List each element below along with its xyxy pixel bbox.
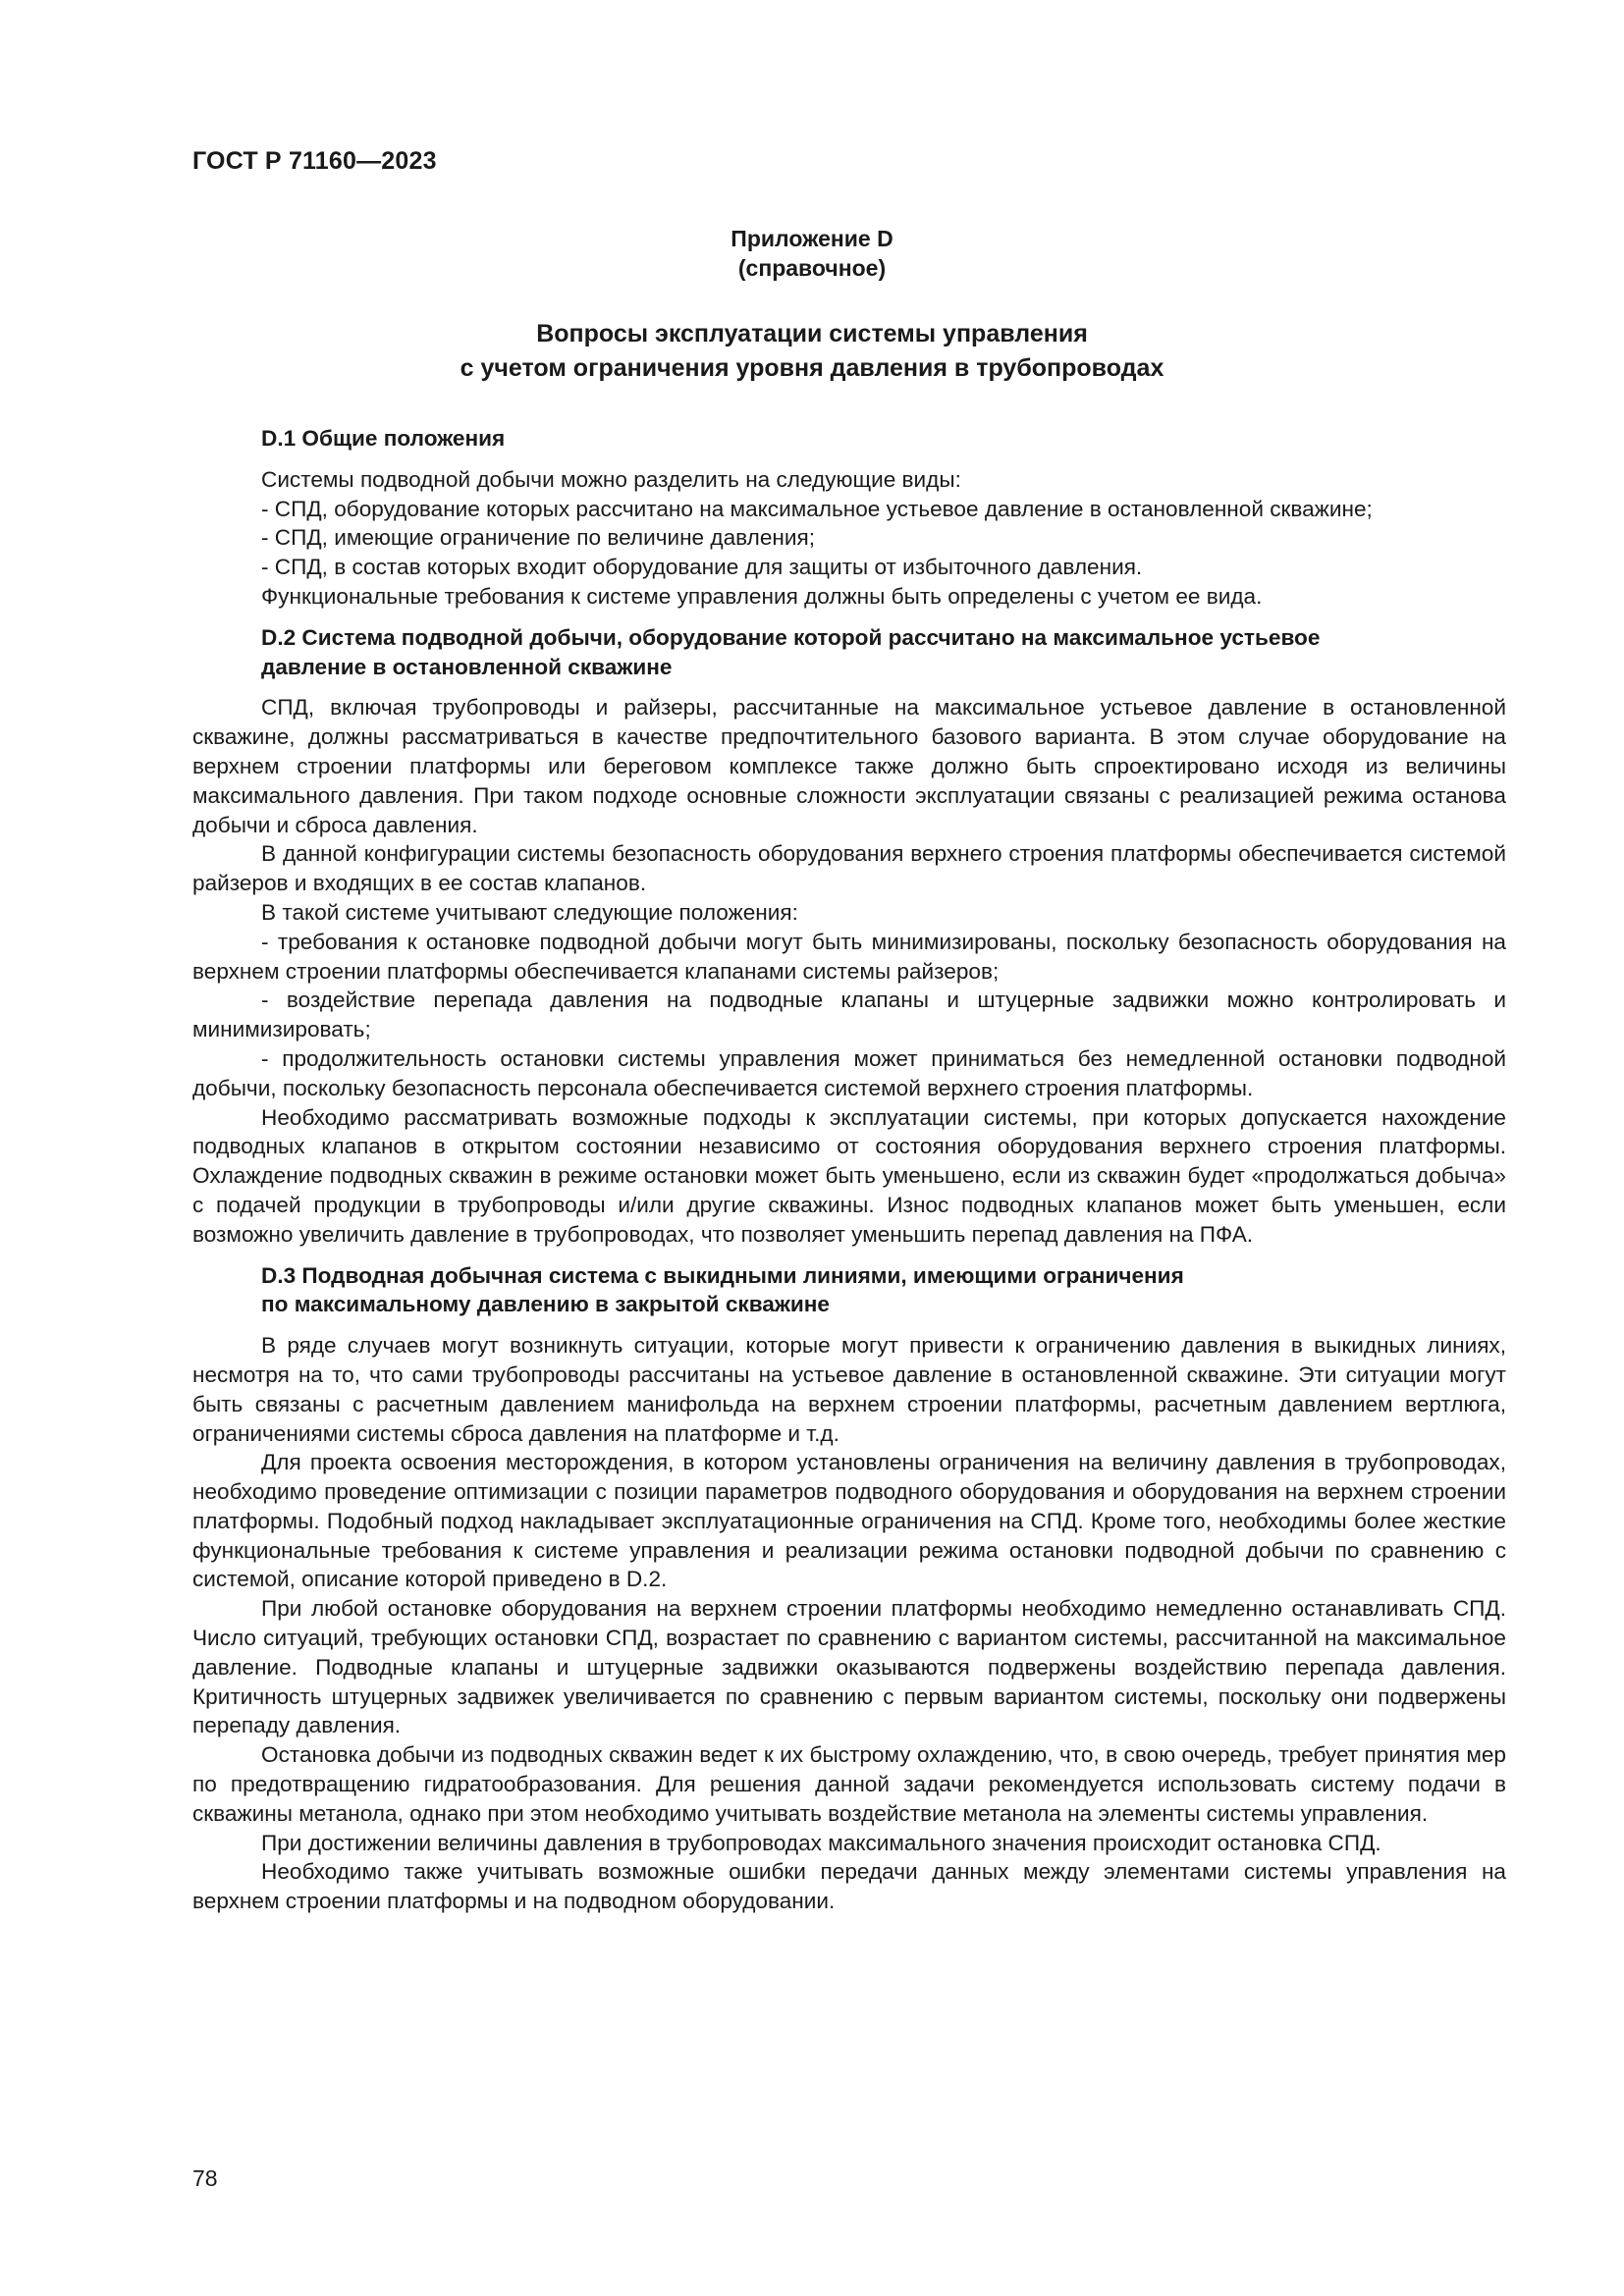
list-item: - СПД, оборудование которых рассчитано на максимальное устьевое давление в остановленной скважине;: [261, 496, 1373, 521]
section-d3-heading-line-2: по максимальному давлению в закрытой скважине: [261, 1292, 830, 1317]
paragraph: В ряде случаев могут возникнуть ситуации, которые могут привести к ограничению давления в выкидных линиях, несмотря на то, что сами трубопроводы рассчитаны на устьевое давление в остановленной скважине. Эти ситуации могут быть связаны с расчетным давлением манифольда на верхнем строении платформы, расчетным давлением вертлюга, ограничениями системы сброса давления на платформе и т.д.: [192, 1333, 1506, 1446]
paragraph: Для проекта освоения месторождения, в котором установлены ограничения на величину давления в трубопроводах, необходимо проведение оптимизации с позиции параметров подводного оборудования и оборудования на верхнем строении платформы. Подобный подход накладывает эксплуатационные ограничения на СПД. Кроме того, необходимы более жесткие функциональные требования к системе управления и реализации режима остановки подводной добычи по сравнению с системой, описание которой приведено в D.2.: [192, 1450, 1506, 1592]
paragraph: Необходимо рассматривать возможные подходы к эксплуатации системы, при которых допускается нахождение подводных клапанов в открытом состоянии независимо от состояния оборудования верхнего строения платформы. Охлаждение подводных скважин в режиме остановки может быть уменьшено, если из скважин будет «продолжаться добыча» с подачей продукции в трубопроводы и/или другие скважины. Износ подводных клапанов может быть уменьшен, если возможно увеличить давление в трубопроводах, что позволяет уменьшить перепад давления на ПФА.: [192, 1104, 1506, 1247]
paragraph: При достижении величины давления в трубопроводах максимального значения происходит остановка СПД.: [261, 1830, 1381, 1855]
annex-heading: [0, 224, 1624, 283]
section-d1-intro: Системы подводной добычи можно разделить на следующие виды:: [261, 466, 961, 492]
annex-label: Приложение D: [731, 226, 893, 251]
list-item: - продолжительность остановки системы управления может приниматься без немедленной остановки подводной добычи, поскольку безопасность персонала обеспечивается системой верхнего строения платформы.: [192, 1045, 1506, 1100]
list-item: - СПД, в состав которых входит оборудование для защиты от избыточного давления.: [261, 555, 1143, 580]
section-d1-heading: D.1 Общие положения: [261, 426, 506, 451]
document-body: [192, 424, 1506, 1916]
annex-title-line-2: с учетом ограничения уровня давления в трубопроводах: [460, 354, 1164, 382]
section-d2-heading-line-2: давление в остановленной скважине: [261, 654, 673, 679]
paragraph: В такой системе учитывают следующие положения:: [261, 899, 798, 925]
paragraph: При любой остановке оборудования на верхнем строении платформы необходимо немедленно останавливать СПД. Число ситуаций, требующих остановки СПД, возрастает по сравнению с вариантом системы, рассчитанной на максимальное давление. Подводные клапаны и штуцерные задвижки оказываются подвержены воздействию перепада давления. Критичность штуцерных задвижек увеличивается по сравнению с первым вариантом системы, поскольку они подвержены перепаду давления.: [192, 1596, 1506, 1738]
paragraph: СПД, включая трубопроводы и райзеры, рассчитанные на максимальное устьевое давление в остановленной скважине, должны рассматриваться в качестве предпочтительного базового варианта. В этом случае оборудование на верхнем строении платформы или береговом комплексе также должно быть спроектировано исходя из величины максимального давления. При таком подходе основные сложности эксплуатации связаны с реализацией режима останова добычи и сброса давления.: [192, 695, 1506, 837]
paragraph: В данной конфигурации системы безопасность оборудования верхнего строения платформы обеспечивается системой райзеров и входящих в ее состав клапанов.: [192, 841, 1506, 896]
page-number: 78: [192, 2165, 218, 2191]
annex-type: (справочное): [737, 255, 887, 281]
list-item: - воздействие перепада давления на подводные клапаны и штуцерные задвижки можно контролировать и минимизировать;: [192, 988, 1506, 1042]
section-d3-heading-line-1: D.3 Подводная добычная система с выкидными линиями, имеющими ограничения: [261, 1262, 1184, 1288]
paragraph: Остановка добычи из подводных скважин ведет к их быстрому охлаждению, что, в свою очередь, требует принятия мер по предотвращению гидратообразования. Для решения данной задачи рекомендуется использовать систему подачи в скважины метанола, однако при этом необходимо учитывать воздействие метанола на элементы системы управления.: [192, 1742, 1506, 1826]
list-item: - СПД, имеющие ограничение по величине давления;: [261, 525, 815, 551]
annex-title-line-1: Вопросы эксплуатации системы управления: [536, 320, 1088, 347]
list-item: - требования к остановке подводной добычи могут быть минимизированы, поскольку безопасность оборудования на верхнем строении платформы обеспечивается клапанами системы райзеров;: [192, 929, 1506, 984]
document-code: ГОСТ Р 71160—2023: [192, 147, 437, 175]
annex-title: [0, 317, 1624, 386]
section-d1-outro: Функциональные требования к системе управления должны быть определены с учетом ее вида.: [261, 583, 1263, 609]
section-d2-heading: [192, 623, 1506, 682]
section-d2-heading-line-1: D.2 Система подводной добычи, оборудование которой рассчитано на максимальное устьевое: [261, 624, 1321, 650]
paragraph: Необходимо также учитывать возможные ошибки передачи данных между элементами системы управления на верхнем строении платформы и на подводном оборудовании.: [192, 1859, 1506, 1914]
section-d3-heading: [192, 1261, 1506, 1320]
